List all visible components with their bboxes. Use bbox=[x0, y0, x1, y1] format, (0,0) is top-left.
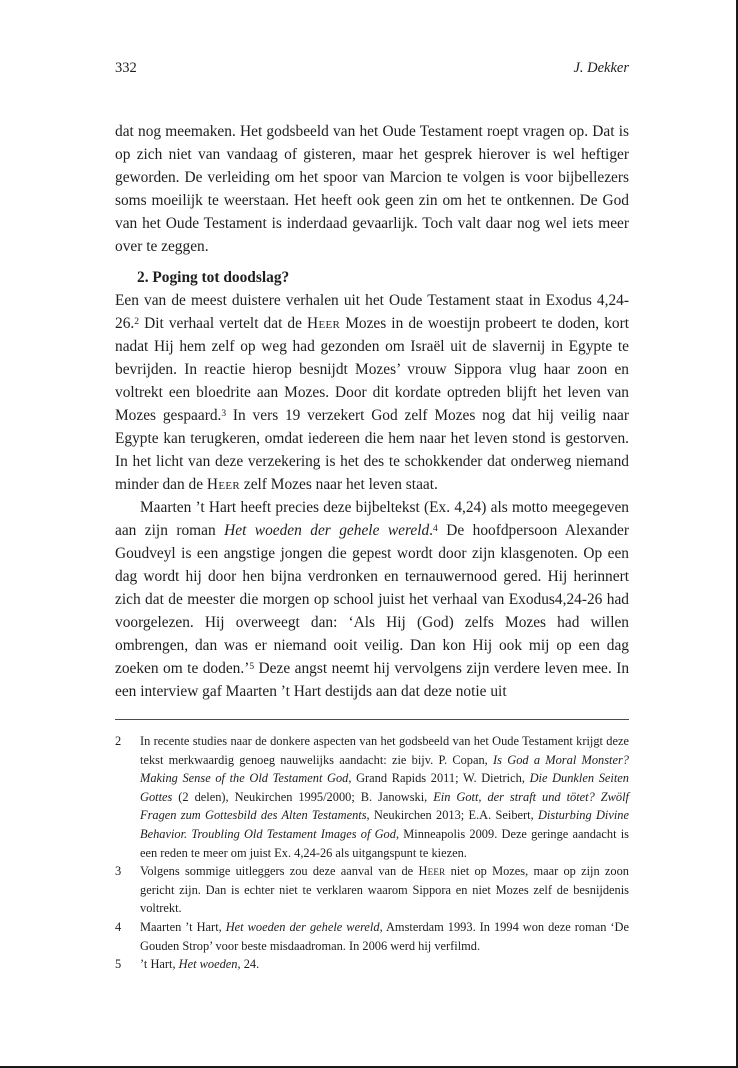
footnote-ref: 3 bbox=[221, 407, 227, 419]
italic-title: Disturbing Divine Behavior. Troubling Old Testament Images of God bbox=[140, 808, 629, 841]
footnote bbox=[115, 862, 629, 918]
italic-title: Die Dunklen Seiten Gottes bbox=[140, 771, 629, 804]
italic-title: Ein Gott, der straft und tötet? Zwölf Fragen zum Gottesbild des Alten Testaments bbox=[140, 789, 629, 823]
smallcaps-divine-name: Heer bbox=[418, 864, 446, 879]
running-head-author: J. Dekker bbox=[573, 60, 629, 76]
footnote-text: ’t Hart, Het woeden, 24. bbox=[140, 957, 260, 972]
footnote-ref: 5 bbox=[249, 660, 255, 672]
italic-title: Het woeden bbox=[178, 957, 238, 972]
italic-title: Het woeden der gehele wereld bbox=[224, 522, 430, 539]
footnote-number: 5 bbox=[115, 957, 122, 972]
italic-title: Is God a Moral Monster? Making Sense of the Old Testament God bbox=[140, 752, 630, 786]
paragraph: Een van de meest duistere verhalen uit het Oude Testament staat in Exodus 4,24-26.$^2$ Dit verhaal vertelt dat de Heer Mozes in de woestijn probeert te doden, kort nadat Hij hem zelf op weg had gezonden om Israël uit de slavernij in Egypte te bevrijden. In reactie hierop besnijdt Mozes’ vrouw Sippora vlug haar zoon en voltrekt een bloedrite aan Mozes. Door dit kordate optreden blijft het leven van Mozes gespaard.$^3$ In vers 19 verzekert God zelf Mozes nog dat hij veilig naar Egypte kan terugkeren, omdat iedereen die hem naar het leven stond is gestorven. In het licht van deze verzekering is het des te schokkender dat onderweg niemand minder dan de Heer zelf Mozes naar het leven staat. bbox=[115, 292, 629, 493]
paragraph: dat nog meemaken. Het godsbeeld van het Oude Testament roept vragen op. Dat is op zich niet van vandaag of gisteren, maar het gesprek hierover is wel heftiger geworden. De verleiding om het spoor van Marcion te volgen is voor bijbellezers soms moeilijk te weerstaan. Het heeft ook geen zin om het te ontkennen. De God van het Oude Testament is inderdaad gevaarlijk. Toch valt daar nog wel iets meer over te zeggen. bbox=[115, 123, 629, 255]
body-text bbox=[115, 120, 629, 703]
page-number: 332 bbox=[115, 60, 137, 76]
footnote-number: 4 bbox=[115, 919, 122, 934]
footnote-text: Volgens sommige uitleggers zou deze aanval van de Heer niet op Mozes, maar op zijn zoon gericht zijn. Dan is echter niet te verklaren waarom Sippora en niet Mozes zelf de besnijdenis voltrekt. bbox=[140, 864, 630, 916]
footnote-text: Maarten ’t Hart, Het woeden der gehele wereld, Amsterdam 1993. In 1994 won deze roman ‘De Gouden Strop’ voor beste misdaadroman. In 2006 werd hij verfilmd. bbox=[140, 919, 629, 953]
footnote bbox=[115, 955, 629, 974]
footnote bbox=[115, 918, 629, 955]
paragraph: Maarten ’t Hart heeft precies deze bijbeltekst (Ex. 4,24) als motto meegegeven aan zijn roman Het woeden der gehele wereld.$^4$ De hoofdpersoon Alexander Goudveyl is een angstige jongen die gepest wordt door zijn klasgenoten. Op een dag wordt hij door hen bijna verdronken en ternauwernood gered. Hij herinnert zich dat de meester die morgen op school juist het verhaal van Exodus4,24-26 had voorgelezen. Hij overweegt dan: ‘Als Hij (God) zelfs Mozes had willen ombrengen, dan was er niemand ooit veilig. Dan kon Hij ook mij op een dag zoeken om te doden.’$^5$ Deze angst neemt hij vervolgens zijn verdere leven mee. In een interview gaf Maarten ’t Hart destijds aan dat deze notie uit bbox=[115, 499, 630, 700]
footnote bbox=[115, 732, 629, 862]
section-heading: 2. Poging tot doodslag? bbox=[137, 269, 290, 286]
footnotes-section bbox=[115, 732, 629, 974]
footnote-ref: 4 bbox=[433, 522, 438, 534]
italic-title: Het woeden der gehele wereld bbox=[225, 919, 380, 934]
footnote-number: 3 bbox=[115, 864, 122, 879]
smallcaps-divine-name: Heer bbox=[307, 315, 341, 332]
footnote-ref: 2 bbox=[134, 315, 140, 327]
running-head bbox=[115, 58, 629, 78]
footnote-number: 2 bbox=[115, 734, 122, 748]
footnote-text: In recente studies naar de donkere aspecten van het godsbeeld van het Oude Testament krijgt deze tekst merkwaardig genoeg nauwelijks aandacht: zie bijv. P. Copan, Is God a Moral Monster? Making Sense of the Old Testament God, Grand Rapids 2011; W. Dietrich, Die Dunklen Seiten Gottes (2 delen), Neukirchen 1995/2000; B. Janowski, Ein Gott, der straft und tötet? Zwölf Fragen zum Gottesbild des Alten Testaments, Neukirchen 2013; E.A. Seibert, Disturbing Divine Behavior. Troubling Old Testament Images of God, Minneapolis 2009. Deze geringe aandacht is een reden te meer om juist Ex. 4,24-26 als uitgangspunt te kiezen. bbox=[140, 734, 630, 860]
smallcaps-divine-name: Heer bbox=[206, 476, 241, 493]
footnote-separator bbox=[115, 719, 629, 720]
